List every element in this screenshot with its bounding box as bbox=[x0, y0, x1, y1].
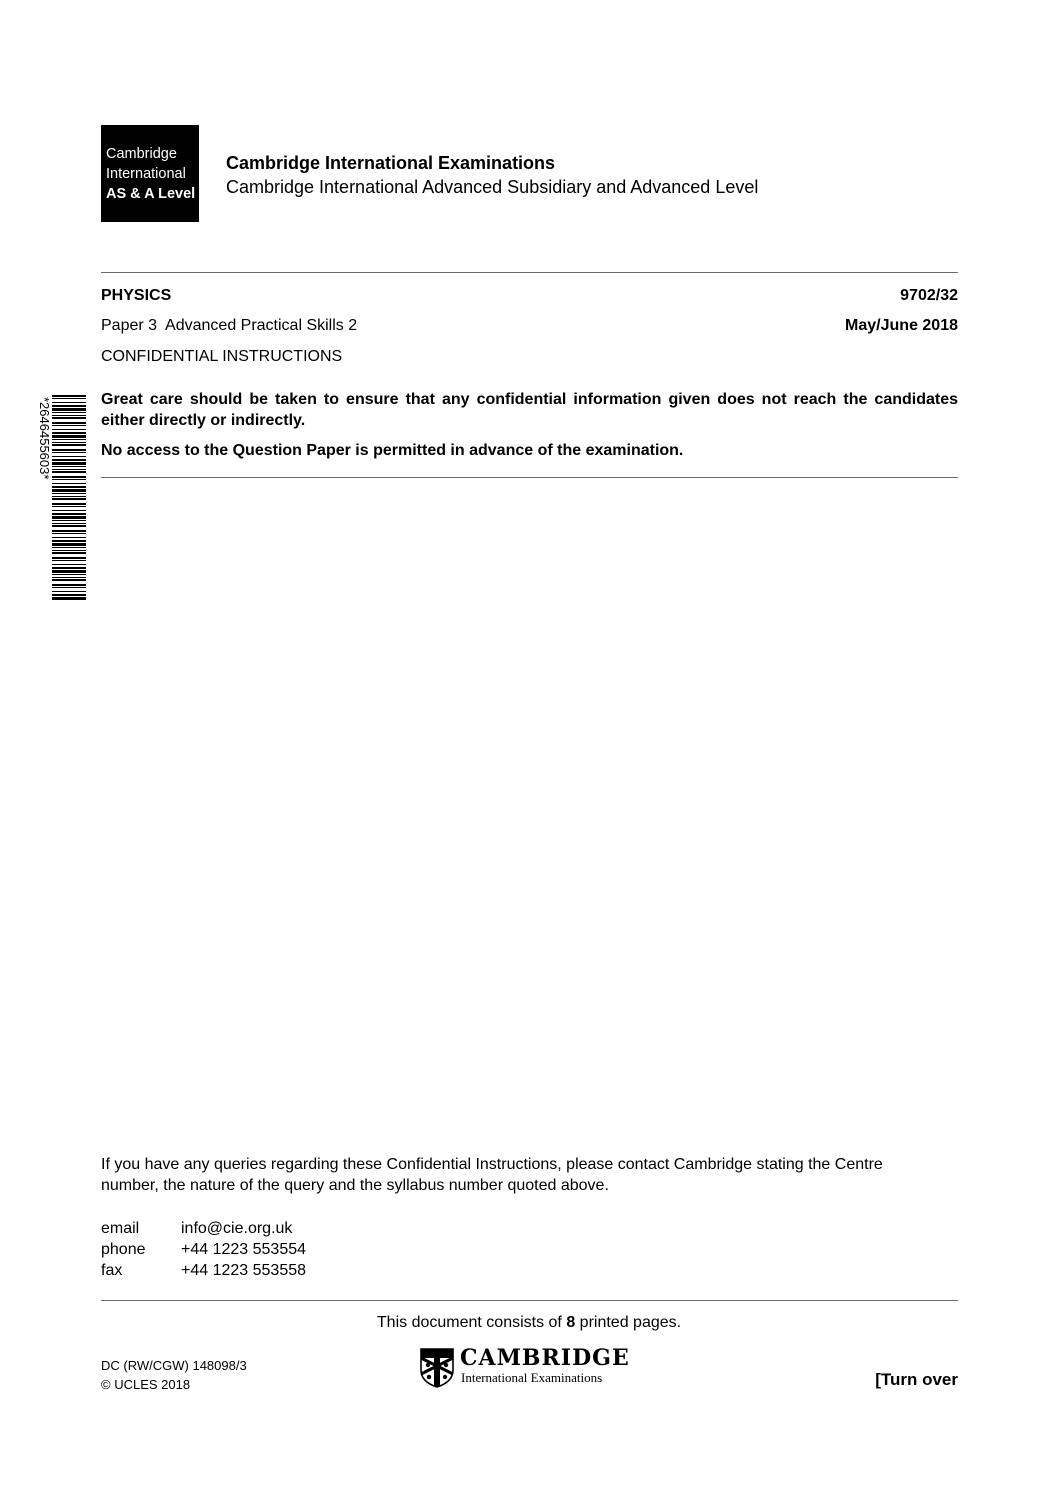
barcode-bar bbox=[52, 537, 86, 538]
barcode-bar bbox=[52, 557, 86, 559]
page-count-statement bbox=[0, 1314, 1058, 1332]
barcode-bar bbox=[52, 425, 86, 426]
barcode-bar bbox=[52, 516, 86, 519]
barcode-bar bbox=[52, 466, 86, 467]
barcode-bar bbox=[52, 506, 86, 507]
turn-over: [Turn over bbox=[875, 1370, 958, 1389]
barcode-bar bbox=[52, 486, 86, 488]
contact-row-phone bbox=[101, 1239, 306, 1260]
barcode-bar bbox=[52, 439, 86, 440]
pages-suffix: printed pages. bbox=[575, 1314, 682, 1331]
barcode-bar bbox=[52, 560, 86, 561]
barcode-bar bbox=[52, 584, 86, 586]
barcode-bar bbox=[52, 456, 86, 457]
fax-value: +44 1223 553558 bbox=[181, 1262, 307, 1279]
logo-line-1: Cambridge bbox=[106, 145, 177, 162]
barcode-bar bbox=[52, 543, 86, 546]
barcode-bar bbox=[52, 587, 86, 588]
barcode-bar bbox=[52, 591, 86, 592]
barcode-bar bbox=[52, 471, 86, 473]
phone-label: phone bbox=[101, 1241, 146, 1258]
phone-value: +44 1223 553554 bbox=[181, 1241, 307, 1258]
barcode-bar bbox=[52, 547, 86, 548]
barcode-bar bbox=[52, 432, 86, 434]
barcode-bar bbox=[52, 579, 86, 581]
barcode-bar bbox=[52, 597, 86, 600]
barcode-bar bbox=[52, 459, 86, 461]
barcode-bar bbox=[52, 525, 86, 527]
notice-divider bbox=[101, 477, 958, 478]
barcode-bar bbox=[52, 417, 86, 419]
qualification-name: Cambridge International Advanced Subsidiary and Advanced Level bbox=[226, 177, 759, 197]
cambridge-wordmark-sub: International Examinations bbox=[461, 1370, 603, 1385]
barcode-bar bbox=[52, 429, 86, 430]
barcode-bar bbox=[52, 567, 86, 569]
barcode-bar bbox=[52, 489, 86, 492]
email-value[interactable]: info@cie.org.uk bbox=[181, 1220, 293, 1237]
pages-prefix: This document consists of bbox=[376, 1314, 567, 1331]
document-type: CONFIDENTIAL INSTRUCTIONS bbox=[101, 348, 343, 365]
barcode-bar bbox=[52, 513, 86, 515]
barcode-bar bbox=[52, 540, 86, 542]
barcode-bar bbox=[52, 462, 86, 465]
subject-title: PHYSICS bbox=[101, 287, 172, 304]
barcode-bar bbox=[52, 533, 86, 534]
barcode-bar bbox=[52, 483, 86, 484]
cambridge-as-a-level-logo bbox=[101, 125, 199, 222]
barcode-bar bbox=[52, 503, 86, 505]
exam-session: May/June 2018 bbox=[845, 317, 958, 334]
email-label: email bbox=[101, 1220, 140, 1237]
top-divider bbox=[101, 272, 958, 273]
barcode-bar bbox=[52, 449, 86, 451]
barcode-bar bbox=[52, 479, 86, 480]
copyright: © UCLES 2018 bbox=[101, 1377, 191, 1392]
barcode-bar bbox=[52, 402, 86, 403]
barcode-bar bbox=[52, 408, 86, 411]
logo-line-2: International bbox=[106, 165, 186, 182]
syllabus-code: 9702/32 bbox=[900, 287, 958, 304]
barcode-bar bbox=[52, 398, 86, 399]
barcode-bar bbox=[52, 435, 86, 438]
barcode-bar bbox=[52, 498, 86, 500]
barcode-bar bbox=[52, 412, 86, 413]
barcode-bar bbox=[52, 422, 86, 424]
barcode-icon bbox=[37, 395, 86, 600]
document-reference bbox=[101, 1356, 247, 1394]
barcode-bar bbox=[52, 577, 86, 578]
barcode-bar bbox=[52, 552, 86, 554]
no-access-notice: No access to the Question Paper is permitted in advance of the examination. bbox=[101, 442, 684, 459]
barcode-bar bbox=[52, 476, 86, 478]
barcode-bar bbox=[52, 444, 86, 446]
barcode-bar bbox=[52, 550, 86, 551]
barcode-bar bbox=[52, 469, 86, 470]
confidentiality-warning: Great care should be taken to ensure that any confidential information given does not reach the candidates either directly or indirectly. bbox=[101, 391, 958, 429]
organisation-name: Cambridge International Examinations bbox=[226, 153, 556, 173]
contact-row-email bbox=[101, 1218, 306, 1239]
barcode-bar bbox=[52, 493, 86, 494]
barcode-bar bbox=[52, 594, 86, 596]
contact-details bbox=[101, 1218, 306, 1281]
barcode-bar bbox=[52, 405, 86, 407]
barcode-bar bbox=[52, 570, 86, 573]
footer-divider bbox=[101, 1300, 958, 1301]
barcode-bar bbox=[52, 395, 86, 397]
doc-ref-code: DC (RW/CGW) 148098/3 bbox=[101, 1358, 247, 1373]
fax-label: fax bbox=[101, 1262, 123, 1279]
queries-paragraph: If you have any queries regarding these Confidential Instructions, please contact Cambridge stating the Centre number, the nature of the query and the syllabus number quoted above. bbox=[101, 1156, 883, 1194]
contact-row-fax bbox=[101, 1260, 306, 1281]
barcode-bar bbox=[52, 564, 86, 565]
logo-line-3: AS & A Level bbox=[106, 185, 196, 202]
cambridge-wordmark: CAMBRIDGE bbox=[460, 1345, 630, 1371]
barcode-bar bbox=[52, 574, 86, 575]
barcode-bar bbox=[52, 510, 86, 511]
barcode-bar bbox=[52, 415, 86, 416]
barcode-bar bbox=[52, 442, 86, 443]
barcode-bar bbox=[52, 523, 86, 524]
barcode-bar bbox=[52, 530, 86, 532]
barcode-bar bbox=[52, 496, 86, 497]
pages-count: 8 bbox=[566, 1314, 576, 1331]
barcode-bar bbox=[52, 520, 86, 521]
cambridge-crest-icon bbox=[420, 1348, 454, 1388]
barcode-bar bbox=[52, 452, 86, 453]
paper-title: Paper 3 Advanced Practical Skills 2 bbox=[101, 317, 358, 334]
barcode-number: *2646455603* bbox=[37, 397, 52, 480]
